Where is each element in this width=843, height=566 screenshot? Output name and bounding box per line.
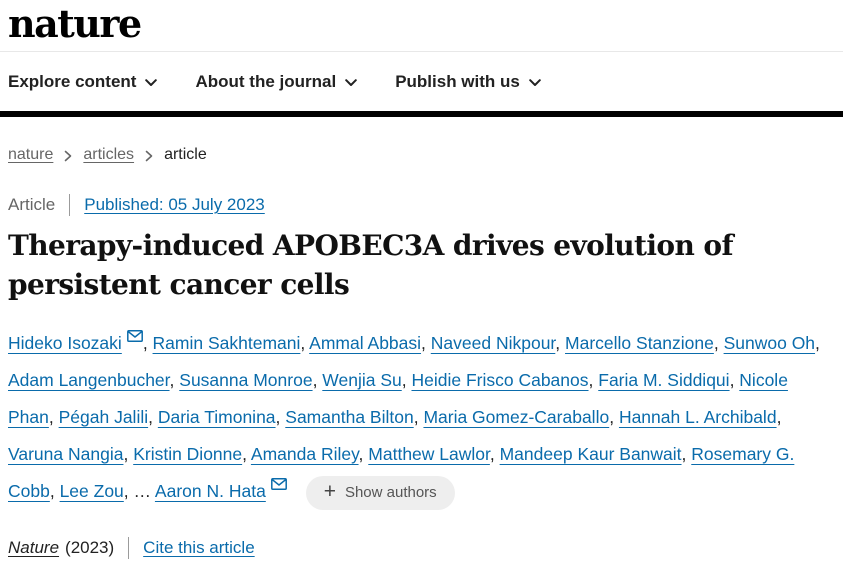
author-item: [309, 333, 431, 353]
author-item: [8, 370, 179, 390]
plus-icon: +: [323, 480, 336, 504]
author-separator: ,: [401, 370, 412, 391]
author-separator: ,: [609, 407, 619, 428]
author-separator: ,: [275, 407, 286, 428]
article-meta-row: [8, 194, 835, 216]
journal-link[interactable]: Nature: [8, 538, 60, 558]
author-link[interactable]: Kristin Dionne: [133, 444, 243, 465]
author-separator: ,: [49, 481, 60, 502]
author-link[interactable]: Varuna Nangia: [8, 444, 124, 465]
author-separator: ,: [776, 407, 782, 428]
author-separator: ,: [713, 333, 724, 354]
vertical-divider: [128, 537, 129, 559]
author-link[interactable]: Lee Zou: [59, 481, 124, 502]
author-separator: ,: [48, 407, 59, 428]
author-separator: ,: [421, 333, 431, 354]
author-separator: ,: [815, 333, 820, 354]
author-separator: ,: [681, 444, 692, 465]
nav-item-label: Publish with us: [395, 71, 520, 91]
author-item: [153, 333, 310, 353]
author-link[interactable]: Nicole Phan: [8, 370, 788, 428]
author-item: [155, 481, 287, 501]
chevron-down-icon: [529, 79, 541, 87]
email-icon[interactable]: [127, 330, 143, 342]
author-link[interactable]: Amanda Riley: [250, 444, 359, 465]
nav-item-publish-with-us[interactable]: [395, 72, 541, 92]
author-link[interactable]: Ammal Abbasi: [309, 333, 422, 354]
author-item: [565, 333, 724, 353]
main-nav: [0, 52, 843, 111]
journal-year: (2023): [65, 538, 115, 558]
author-separator: ,: [123, 444, 134, 465]
author-link[interactable]: Hannah L. Archibald: [618, 407, 777, 428]
author-separator: ,: [358, 444, 369, 465]
author-item: [598, 370, 739, 390]
cite-this-article-link[interactable]: Cite this article: [143, 538, 255, 558]
author-separator: ,: [312, 370, 323, 391]
author-item: [60, 481, 155, 501]
author-item: [619, 407, 782, 427]
citation-row: [8, 537, 835, 559]
breadcrumb-link-nature[interactable]: nature: [8, 146, 54, 163]
chevron-right-icon: [64, 150, 72, 162]
author-link[interactable]: Aaron N. Hata: [154, 481, 266, 502]
author-link[interactable]: Rosemary G. Cobb: [8, 444, 795, 502]
author-item: [8, 333, 153, 353]
header-divider-bar: [0, 111, 843, 117]
author-item: [724, 333, 820, 353]
logo-row: [0, 0, 843, 52]
chevron-down-icon: [345, 79, 357, 87]
breadcrumb: [8, 146, 835, 164]
vertical-divider: [69, 194, 70, 216]
article-header-section: [0, 146, 843, 559]
author-separator: ,: [242, 444, 251, 465]
nature-logo[interactable]: nature: [8, 0, 141, 46]
authors-paragraph: [8, 325, 835, 510]
show-authors-label: Show authors: [344, 484, 437, 502]
author-link[interactable]: Daria Timonina: [157, 407, 276, 428]
author-link[interactable]: Hideko Isozaki: [8, 333, 122, 354]
nav-item-about-the-journal[interactable]: [195, 72, 357, 92]
author-item: [179, 370, 322, 390]
author-item: [133, 444, 251, 464]
author-item: [285, 407, 423, 427]
author-link[interactable]: Mandeep Kaur Banwait: [499, 444, 682, 465]
author-item: [59, 407, 158, 427]
breadcrumb-current-article: article: [164, 146, 207, 163]
published-date-link[interactable]: Published: 05 July 2023: [84, 195, 265, 214]
author-separator: ,: [555, 333, 566, 354]
author-separator: ,: [729, 370, 740, 391]
author-item: [158, 407, 285, 427]
author-link[interactable]: Adam Langenbucher: [8, 370, 170, 391]
article-type-label: Article: [8, 195, 56, 214]
author-item: [500, 444, 692, 464]
author-link[interactable]: Heidie Frisco Cabanos: [411, 370, 589, 391]
author-link[interactable]: Matthew Lawlor: [368, 444, 490, 465]
author-link[interactable]: Sunwoo Oh: [723, 333, 816, 354]
author-separator: ,: [413, 407, 424, 428]
author-separator: ,: [300, 333, 310, 354]
author-separator: , …: [123, 481, 155, 502]
author-separator: ,: [588, 370, 599, 391]
chevron-down-icon: [145, 79, 157, 87]
article-title: Therapy-induced APOBEC3A drives evolution of persistent cancer cells: [8, 229, 733, 301]
author-separator: ,: [169, 370, 180, 391]
author-item: [431, 333, 565, 353]
nav-item-label: Explore content: [8, 71, 137, 91]
site-header: [0, 0, 843, 117]
author-separator: ,: [148, 407, 158, 428]
author-item: [251, 444, 368, 464]
author-link[interactable]: Naveed Nikpour: [430, 333, 556, 354]
author-link[interactable]: Samantha Bilton: [285, 407, 414, 428]
author-link[interactable]: Pégah Jalili: [58, 407, 149, 428]
author-separator: ,: [489, 444, 500, 465]
author-link[interactable]: Marcello Stanzione: [565, 333, 714, 354]
email-icon[interactable]: [271, 478, 287, 490]
author-link[interactable]: Faria M. Siddiqui: [598, 370, 730, 391]
author-item: [411, 370, 598, 390]
chevron-right-icon: [145, 150, 153, 162]
author-item: [423, 407, 619, 427]
author-link[interactable]: Maria Gomez-Caraballo: [423, 407, 610, 428]
author-separator: ,: [142, 333, 153, 354]
nav-item-explore-content[interactable]: [8, 72, 157, 92]
author-link[interactable]: Ramin Sakhtemani: [152, 333, 301, 354]
author-item: [322, 370, 411, 390]
author-item: [368, 444, 499, 464]
show-authors-button[interactable]: [306, 476, 455, 510]
author-item: [8, 444, 133, 464]
nav-item-label: About the journal: [195, 71, 337, 91]
author-link[interactable]: Wenjia Su: [322, 370, 402, 391]
breadcrumb-link-articles[interactable]: articles: [83, 146, 135, 163]
author-link[interactable]: Susanna Monroe: [179, 370, 313, 391]
